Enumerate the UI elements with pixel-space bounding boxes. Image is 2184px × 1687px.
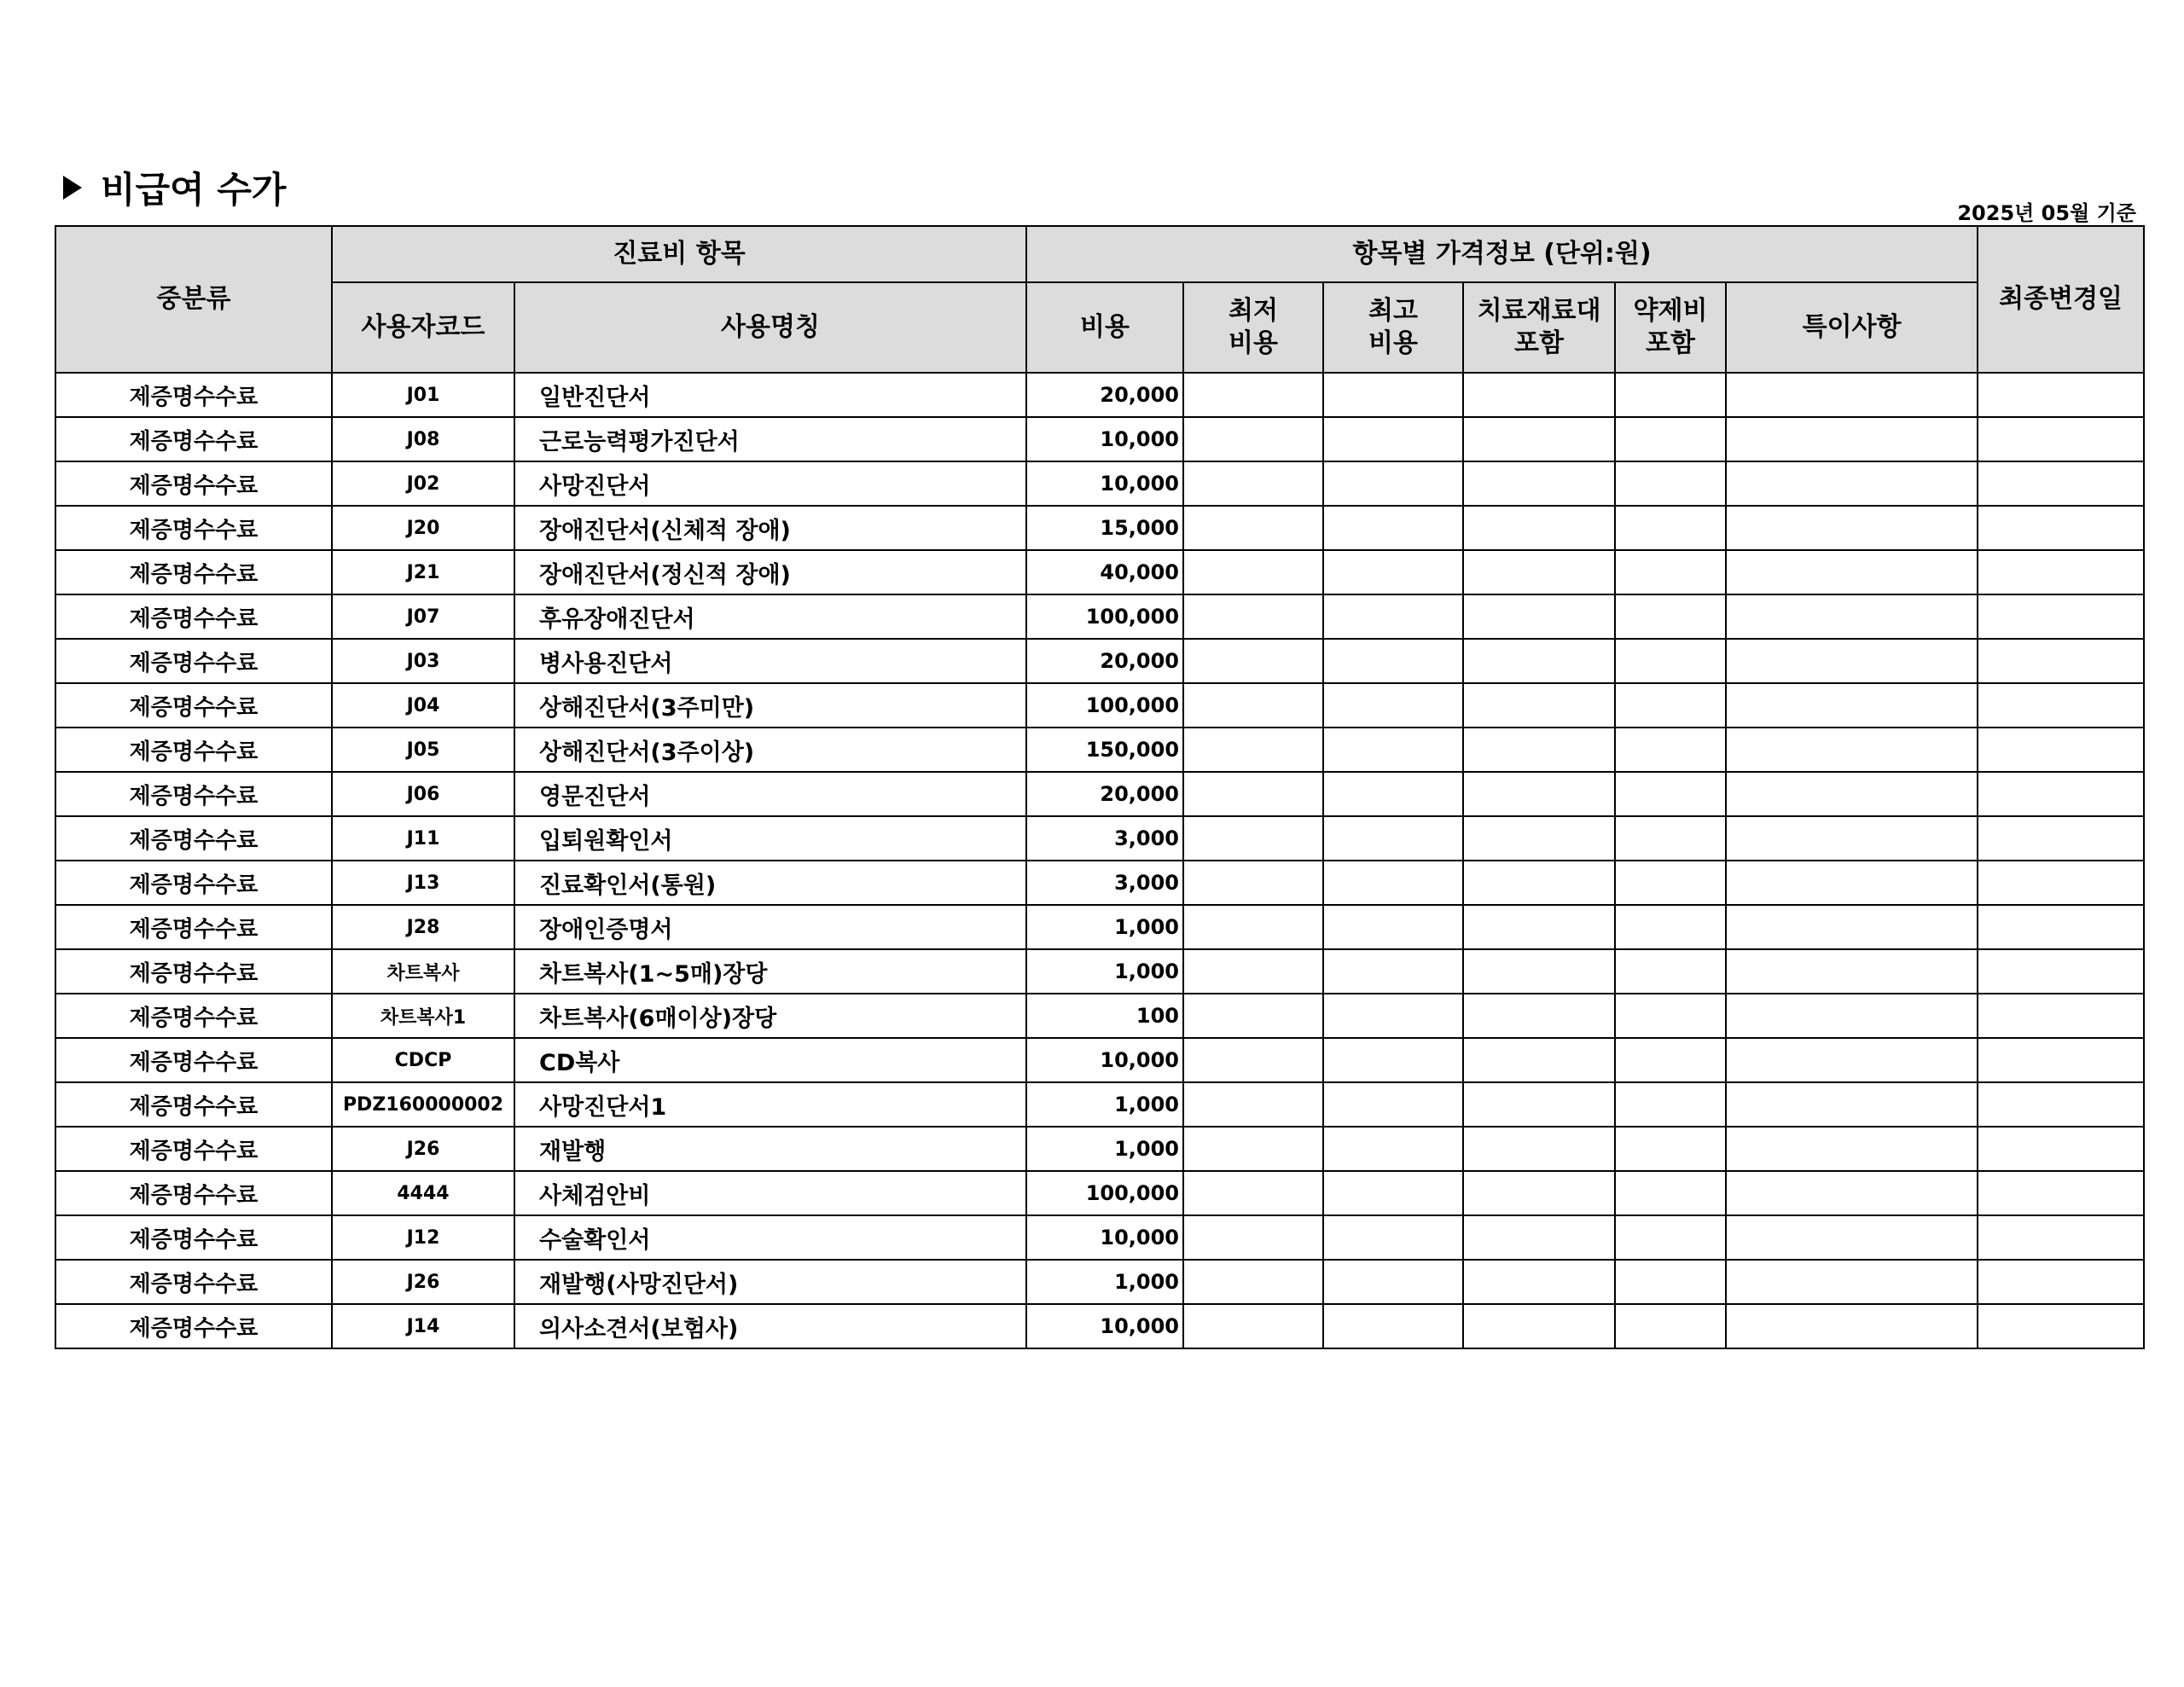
- table-row: [55, 728, 2144, 772]
- cell-user-code: J03: [332, 639, 514, 683]
- cell-remarks: [1726, 683, 1978, 728]
- header-user-code: 사용자코드: [332, 282, 514, 373]
- cell-cost: 20,000: [1026, 639, 1183, 683]
- cell-category: 제증명수수료: [55, 683, 332, 728]
- cell-max-cost: [1323, 1171, 1463, 1215]
- cell-material-included: [1463, 417, 1615, 461]
- cell-material-included: [1463, 772, 1615, 816]
- cell-drug-included: [1615, 1304, 1726, 1348]
- table-row: [55, 949, 2144, 994]
- cell-remarks: [1726, 461, 1978, 506]
- cell-max-cost: [1323, 461, 1463, 506]
- cell-remarks: [1726, 373, 1978, 417]
- cell-drug-included: [1615, 772, 1726, 816]
- cell-category: 제증명수수료: [55, 1038, 332, 1082]
- cell-drug-included: [1615, 1171, 1726, 1215]
- cell-category: 제증명수수료: [55, 1304, 332, 1348]
- cell-cost: 1,000: [1026, 1082, 1183, 1127]
- cell-user-code: 차트복사1: [332, 994, 514, 1038]
- cell-material-included: [1463, 728, 1615, 772]
- table-row: [55, 861, 2144, 905]
- cell-remarks: [1726, 772, 1978, 816]
- header-max-cost: 최고 비용: [1323, 282, 1463, 373]
- cell-cost: 150,000: [1026, 728, 1183, 772]
- table-row: [55, 373, 2144, 417]
- header-material-included: 치료재료대 포함: [1463, 282, 1615, 373]
- cell-remarks: [1726, 639, 1978, 683]
- cell-min-cost: [1183, 949, 1323, 994]
- cell-material-included: [1463, 1215, 1615, 1260]
- cell-user-code: J13: [332, 861, 514, 905]
- cell-user-name: 상해진단서(3주미만): [514, 683, 1026, 728]
- cell-max-cost: [1323, 550, 1463, 594]
- cell-user-code: J06: [332, 772, 514, 816]
- cell-user-name: 장애진단서(신체적 장애): [514, 506, 1026, 550]
- cell-category: 제증명수수료: [55, 728, 332, 772]
- cell-min-cost: [1183, 861, 1323, 905]
- cell-drug-included: [1615, 994, 1726, 1038]
- cell-cost: 10,000: [1026, 417, 1183, 461]
- cell-category: 제증명수수료: [55, 550, 332, 594]
- cell-drug-included: [1615, 373, 1726, 417]
- header-cost: 비용: [1026, 282, 1183, 373]
- cell-material-included: [1463, 550, 1615, 594]
- cell-min-cost: [1183, 1082, 1323, 1127]
- cell-material-included: [1463, 683, 1615, 728]
- cell-user-name: 재발행: [514, 1127, 1026, 1171]
- cell-max-cost: [1323, 994, 1463, 1038]
- cell-last-changed: [1978, 373, 2144, 417]
- cell-user-code: J26: [332, 1127, 514, 1171]
- cell-category: 제증명수수료: [55, 461, 332, 506]
- cell-min-cost: [1183, 1260, 1323, 1304]
- cell-min-cost: [1183, 728, 1323, 772]
- cell-max-cost: [1323, 1215, 1463, 1260]
- cell-drug-included: [1615, 1260, 1726, 1304]
- cell-category: 제증명수수료: [55, 949, 332, 994]
- cell-category: 제증명수수료: [55, 861, 332, 905]
- cell-user-name: 사망진단서: [514, 461, 1026, 506]
- table-row: [55, 1260, 2144, 1304]
- cell-max-cost: [1323, 373, 1463, 417]
- cell-user-name: 후유장애진단서: [514, 594, 1026, 639]
- cell-user-name: 사망진단서1: [514, 1082, 1026, 1127]
- cell-last-changed: [1978, 550, 2144, 594]
- cell-user-code: J07: [332, 594, 514, 639]
- cell-user-name: 입퇴원확인서: [514, 816, 1026, 861]
- cell-user-name: 영문진단서: [514, 772, 1026, 816]
- cell-user-name: 재발행(사망진단서): [514, 1260, 1026, 1304]
- cell-material-included: [1463, 816, 1615, 861]
- cell-remarks: [1726, 1215, 1978, 1260]
- cell-last-changed: [1978, 1215, 2144, 1260]
- cell-drug-included: [1615, 949, 1726, 994]
- cell-last-changed: [1978, 1038, 2144, 1082]
- cell-min-cost: [1183, 1038, 1323, 1082]
- cell-last-changed: [1978, 461, 2144, 506]
- header-last-changed: 최종변경일: [1978, 226, 2144, 373]
- cell-max-cost: [1323, 639, 1463, 683]
- cell-material-included: [1463, 461, 1615, 506]
- cell-drug-included: [1615, 1038, 1726, 1082]
- table-row: [55, 683, 2144, 728]
- cell-max-cost: [1323, 1082, 1463, 1127]
- cell-remarks: [1726, 1127, 1978, 1171]
- cell-drug-included: [1615, 861, 1726, 905]
- basis-date: 2025년 05월 기준: [1957, 201, 2136, 225]
- header-min-cost: 최저 비용: [1183, 282, 1323, 373]
- cell-category: 제증명수수료: [55, 506, 332, 550]
- header-group-items: 진료비 항목: [332, 226, 1026, 282]
- cell-remarks: [1726, 861, 1978, 905]
- cell-user-name: CD복사: [514, 1038, 1026, 1082]
- cell-category: 제증명수수료: [55, 1082, 332, 1127]
- cell-max-cost: [1323, 728, 1463, 772]
- cell-max-cost: [1323, 1127, 1463, 1171]
- cell-category: 제증명수수료: [55, 994, 332, 1038]
- cell-last-changed: [1978, 1260, 2144, 1304]
- cell-user-name: 차트복사(6매이상)장당: [514, 994, 1026, 1038]
- cell-user-code: 4444: [332, 1171, 514, 1215]
- cell-remarks: [1726, 1304, 1978, 1348]
- cell-material-included: [1463, 905, 1615, 949]
- cell-user-name: 장애진단서(정신적 장애): [514, 550, 1026, 594]
- cell-category: 제증명수수료: [55, 1171, 332, 1215]
- cell-material-included: [1463, 994, 1615, 1038]
- cell-category: 제증명수수료: [55, 1215, 332, 1260]
- table-row: [55, 550, 2144, 594]
- table-body: [55, 373, 2144, 1348]
- cell-last-changed: [1978, 728, 2144, 772]
- table-row: [55, 1082, 2144, 1127]
- table-row: [55, 772, 2144, 816]
- cell-user-code: J12: [332, 1215, 514, 1260]
- header-remarks: 특이사항: [1726, 282, 1978, 373]
- cell-remarks: [1726, 1171, 1978, 1215]
- cell-max-cost: [1323, 417, 1463, 461]
- cell-remarks: [1726, 728, 1978, 772]
- cell-last-changed: [1978, 816, 2144, 861]
- cell-material-included: [1463, 594, 1615, 639]
- cell-last-changed: [1978, 417, 2144, 461]
- cell-material-included: [1463, 949, 1615, 994]
- cell-material-included: [1463, 1038, 1615, 1082]
- cell-cost: 10,000: [1026, 1038, 1183, 1082]
- cell-last-changed: [1978, 994, 2144, 1038]
- cell-user-name: 진료확인서(통원): [514, 861, 1026, 905]
- cell-remarks: [1726, 1260, 1978, 1304]
- cell-drug-included: [1615, 1127, 1726, 1171]
- cell-remarks: [1726, 594, 1978, 639]
- cell-user-code: J21: [332, 550, 514, 594]
- table-row: [55, 994, 2144, 1038]
- cell-max-cost: [1323, 1038, 1463, 1082]
- header-category: 중분류: [55, 226, 332, 373]
- cell-material-included: [1463, 506, 1615, 550]
- cell-drug-included: [1615, 1215, 1726, 1260]
- table-row: [55, 506, 2144, 550]
- table-row: [55, 1215, 2144, 1260]
- cell-min-cost: [1183, 417, 1323, 461]
- cell-last-changed: [1978, 1082, 2144, 1127]
- cell-remarks: [1726, 1082, 1978, 1127]
- cell-user-name: 장애인증명서: [514, 905, 1026, 949]
- cell-drug-included: [1615, 905, 1726, 949]
- cell-cost: 1,000: [1026, 1127, 1183, 1171]
- cell-min-cost: [1183, 461, 1323, 506]
- cell-material-included: [1463, 1127, 1615, 1171]
- cell-material-included: [1463, 861, 1615, 905]
- page-title-text: 비급여 수가: [101, 169, 287, 211]
- cell-material-included: [1463, 1304, 1615, 1348]
- cell-max-cost: [1323, 1304, 1463, 1348]
- cell-user-code: J11: [332, 816, 514, 861]
- cell-cost: 100: [1026, 994, 1183, 1038]
- cell-user-name: 일반진단서: [514, 373, 1026, 417]
- cell-min-cost: [1183, 1171, 1323, 1215]
- cell-category: 제증명수수료: [55, 772, 332, 816]
- cell-drug-included: [1615, 594, 1726, 639]
- cell-user-code: J01: [332, 373, 514, 417]
- cell-max-cost: [1323, 772, 1463, 816]
- cell-max-cost: [1323, 594, 1463, 639]
- cell-category: 제증명수수료: [55, 1260, 332, 1304]
- cell-drug-included: [1615, 550, 1726, 594]
- table-row: [55, 1038, 2144, 1082]
- header-group-price: 항목별 가격정보 (단위:원): [1026, 226, 1978, 282]
- cell-drug-included: [1615, 1082, 1726, 1127]
- cell-remarks: [1726, 417, 1978, 461]
- cell-last-changed: [1978, 1171, 2144, 1215]
- cell-category: 제증명수수료: [55, 594, 332, 639]
- cell-last-changed: [1978, 639, 2144, 683]
- cell-user-name: 근로능력평가진단서: [514, 417, 1026, 461]
- cell-drug-included: [1615, 683, 1726, 728]
- cell-remarks: [1726, 550, 1978, 594]
- table-row: [55, 417, 2144, 461]
- cell-last-changed: [1978, 1127, 2144, 1171]
- cell-category: 제증명수수료: [55, 1127, 332, 1171]
- cell-cost: 1,000: [1026, 949, 1183, 994]
- cell-max-cost: [1323, 816, 1463, 861]
- cell-remarks: [1726, 949, 1978, 994]
- table-row: [55, 639, 2144, 683]
- cell-material-included: [1463, 639, 1615, 683]
- cell-drug-included: [1615, 417, 1726, 461]
- cell-last-changed: [1978, 772, 2144, 816]
- cell-remarks: [1726, 506, 1978, 550]
- cell-max-cost: [1323, 905, 1463, 949]
- cell-min-cost: [1183, 816, 1323, 861]
- triangle-bullet-icon: [63, 176, 82, 200]
- fee-table: [55, 225, 2145, 1349]
- cell-user-code: J05: [332, 728, 514, 772]
- table-row: [55, 816, 2144, 861]
- cell-category: 제증명수수료: [55, 905, 332, 949]
- table-row: [55, 905, 2144, 949]
- cell-last-changed: [1978, 905, 2144, 949]
- cell-user-code: CDCP: [332, 1038, 514, 1082]
- cell-max-cost: [1323, 683, 1463, 728]
- cell-user-name: 사체검안비: [514, 1171, 1026, 1215]
- cell-user-name: 병사용진단서: [514, 639, 1026, 683]
- table-row: [55, 461, 2144, 506]
- cell-remarks: [1726, 994, 1978, 1038]
- header-user-name: 사용명칭: [514, 282, 1026, 373]
- cell-user-name: 수술확인서: [514, 1215, 1026, 1260]
- table-row: [55, 1171, 2144, 1215]
- cell-cost: 10,000: [1026, 461, 1183, 506]
- cell-last-changed: [1978, 594, 2144, 639]
- page-title: [63, 162, 286, 213]
- cell-user-code: J14: [332, 1304, 514, 1348]
- cell-min-cost: [1183, 1304, 1323, 1348]
- cell-cost: 15,000: [1026, 506, 1183, 550]
- cell-drug-included: [1615, 816, 1726, 861]
- cell-category: 제증명수수료: [55, 816, 332, 861]
- cell-cost: 3,000: [1026, 816, 1183, 861]
- cell-material-included: [1463, 1082, 1615, 1127]
- cell-cost: 3,000: [1026, 861, 1183, 905]
- cell-max-cost: [1323, 949, 1463, 994]
- cell-user-code: J04: [332, 683, 514, 728]
- cell-user-code: J20: [332, 506, 514, 550]
- cell-remarks: [1726, 1038, 1978, 1082]
- cell-cost: 10,000: [1026, 1215, 1183, 1260]
- cell-cost: 40,000: [1026, 550, 1183, 594]
- cell-category: 제증명수수료: [55, 639, 332, 683]
- cell-drug-included: [1615, 728, 1726, 772]
- cell-min-cost: [1183, 1215, 1323, 1260]
- cell-drug-included: [1615, 461, 1726, 506]
- table-row: [55, 1127, 2144, 1171]
- cell-user-code: 차트복사: [332, 949, 514, 994]
- cell-material-included: [1463, 1171, 1615, 1215]
- cell-last-changed: [1978, 683, 2144, 728]
- cell-material-included: [1463, 1260, 1615, 1304]
- table-row: [55, 1304, 2144, 1348]
- cell-min-cost: [1183, 1127, 1323, 1171]
- cell-last-changed: [1978, 506, 2144, 550]
- cell-min-cost: [1183, 550, 1323, 594]
- cell-user-name: 상해진단서(3주이상): [514, 728, 1026, 772]
- cell-min-cost: [1183, 994, 1323, 1038]
- cell-min-cost: [1183, 772, 1323, 816]
- cell-last-changed: [1978, 949, 2144, 994]
- cell-cost: 100,000: [1026, 1171, 1183, 1215]
- cell-cost: 1,000: [1026, 905, 1183, 949]
- cell-material-included: [1463, 373, 1615, 417]
- cell-max-cost: [1323, 1260, 1463, 1304]
- cell-drug-included: [1615, 639, 1726, 683]
- cell-category: 제증명수수료: [55, 373, 332, 417]
- cell-min-cost: [1183, 905, 1323, 949]
- cell-max-cost: [1323, 861, 1463, 905]
- cell-user-name: 차트복사(1~5매)장당: [514, 949, 1026, 994]
- cell-category: 제증명수수료: [55, 417, 332, 461]
- cell-min-cost: [1183, 683, 1323, 728]
- cell-min-cost: [1183, 373, 1323, 417]
- cell-max-cost: [1323, 506, 1463, 550]
- cell-cost: 100,000: [1026, 683, 1183, 728]
- cell-cost: 1,000: [1026, 1260, 1183, 1304]
- cell-user-name: 의사소견서(보험사): [514, 1304, 1026, 1348]
- header-drug-included: 약제비 포함: [1615, 282, 1726, 373]
- cell-cost: 20,000: [1026, 373, 1183, 417]
- cell-last-changed: [1978, 861, 2144, 905]
- cell-user-code: PDZ160000002: [332, 1082, 514, 1127]
- cell-user-code: J26: [332, 1260, 514, 1304]
- cell-min-cost: [1183, 506, 1323, 550]
- cell-user-code: J28: [332, 905, 514, 949]
- table-row: [55, 594, 2144, 639]
- cell-cost: 100,000: [1026, 594, 1183, 639]
- cell-min-cost: [1183, 639, 1323, 683]
- cell-remarks: [1726, 816, 1978, 861]
- cell-last-changed: [1978, 1304, 2144, 1348]
- cell-user-code: J08: [332, 417, 514, 461]
- cell-remarks: [1726, 905, 1978, 949]
- cell-min-cost: [1183, 594, 1323, 639]
- cell-cost: 10,000: [1026, 1304, 1183, 1348]
- cell-drug-included: [1615, 506, 1726, 550]
- cell-cost: 20,000: [1026, 772, 1183, 816]
- cell-user-code: J02: [332, 461, 514, 506]
